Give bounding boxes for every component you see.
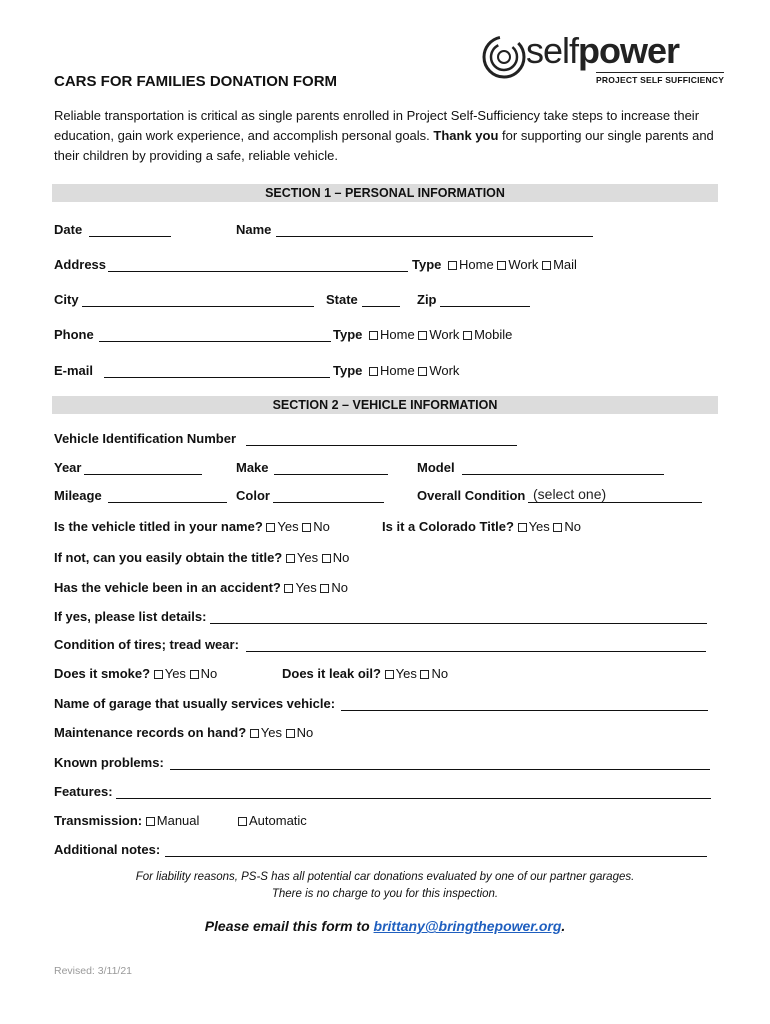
model-field[interactable] <box>462 474 664 475</box>
city-field[interactable] <box>82 306 314 307</box>
smoke-yes-checkbox[interactable] <box>154 670 163 679</box>
phone-mobile-checkbox[interactable] <box>463 331 472 340</box>
features-label: Features: <box>54 784 113 799</box>
intro-thank-you: Thank you <box>433 128 499 143</box>
transmission-label: Transmission: <box>54 813 143 828</box>
records-question <box>54 725 313 740</box>
color-label: Color <box>236 488 270 503</box>
automatic-checkbox[interactable] <box>238 817 247 826</box>
intro-text-2: for supporting our single parents and their children by providing a safe, reliable vehicle. <box>54 128 714 163</box>
address-work-label: Work <box>508 257 539 272</box>
email-type-label: Type <box>333 363 363 378</box>
color-field[interactable] <box>273 502 384 503</box>
email-work-checkbox[interactable] <box>418 367 427 376</box>
phone-type-label: Type <box>333 327 363 342</box>
liability-note-line2: There is no charge to you for this inspection. <box>271 888 499 900</box>
obtain-title-question <box>54 550 349 565</box>
obtain-no-label: No <box>332 550 350 565</box>
phone-mobile-label: Mobile <box>474 327 513 342</box>
colorado-no-label: No <box>564 519 582 534</box>
mileage-field[interactable] <box>108 502 227 503</box>
state-label: State <box>326 292 358 307</box>
email-label: E-mail <box>54 363 94 378</box>
email-field[interactable] <box>104 377 330 378</box>
email-work-label: Work <box>429 363 460 378</box>
colorado-yes-checkbox[interactable] <box>518 523 527 532</box>
accident-label: Has the vehicle been in an accident? <box>54 580 281 595</box>
obtain-no-checkbox[interactable] <box>322 554 331 563</box>
manual-checkbox[interactable] <box>146 817 155 826</box>
vin-label: Vehicle Identification Number <box>54 431 237 446</box>
titled-label: Is the vehicle titled in your name? <box>54 519 263 534</box>
accident-question <box>54 580 348 595</box>
smoke-label: Does it smoke? <box>54 666 151 681</box>
smoke-no-label: No <box>200 666 218 681</box>
features-field[interactable] <box>116 798 711 799</box>
obtain-yes-checkbox[interactable] <box>286 554 295 563</box>
titled-no-label: No <box>313 519 330 534</box>
email-home-checkbox[interactable] <box>369 367 378 376</box>
notes-label: Additional notes: <box>54 842 161 857</box>
transmission-question <box>54 813 199 828</box>
accident-yes-checkbox[interactable] <box>284 584 293 593</box>
name-field[interactable] <box>276 236 593 237</box>
vin-field[interactable] <box>246 445 517 446</box>
section2-heading: SECTION 2 – VEHICLE INFORMATION <box>52 396 718 414</box>
address-label: Address <box>54 257 107 272</box>
intro-text-1: Reliable transportation is critical as single parents enrolled in Project Self-Sufficiency take steps to increase their education, gain work experience, and accomplish personal goals. <box>54 108 700 143</box>
titled-yes-checkbox[interactable] <box>266 523 275 532</box>
zip-field[interactable] <box>440 306 530 307</box>
records-no-label: No <box>296 725 314 740</box>
details-field[interactable] <box>210 623 707 624</box>
phone-label: Phone <box>54 327 94 342</box>
smoke-no-checkbox[interactable] <box>190 670 199 679</box>
make-field[interactable] <box>274 474 388 475</box>
leak-no-label: No <box>431 666 449 681</box>
logo-mark-icon <box>482 32 526 82</box>
accident-no-label: No <box>331 580 348 595</box>
address-mail-checkbox[interactable] <box>542 261 551 270</box>
overall-condition-select[interactable] <box>528 502 702 503</box>
details-label: If yes, please list details: <box>54 609 207 624</box>
address-home-label: Home <box>459 257 494 272</box>
email-home-label: Home <box>380 363 415 378</box>
titled-no-checkbox[interactable] <box>302 523 311 532</box>
year-field[interactable] <box>84 474 202 475</box>
colorado-no-checkbox[interactable] <box>553 523 562 532</box>
colorado-yes-label: Yes <box>528 519 550 534</box>
obtain-yes-label: Yes <box>296 550 319 565</box>
form-title: CARS FOR FAMILIES DONATION FORM <box>54 73 338 90</box>
automatic-label: Automatic <box>249 813 307 828</box>
logo <box>482 30 725 90</box>
tires-field[interactable] <box>246 651 706 652</box>
records-no-checkbox[interactable] <box>286 729 295 738</box>
notes-field[interactable] <box>165 856 707 857</box>
smoke-question <box>54 666 217 681</box>
overall-condition-label: Overall Condition <box>417 488 526 503</box>
email-prompt <box>52 918 718 934</box>
email-type-group <box>333 363 459 378</box>
manual-label: Manual <box>156 813 200 828</box>
titled-question <box>54 519 330 534</box>
logo-word-bold: power <box>578 30 680 71</box>
accident-yes-label: Yes <box>295 580 317 595</box>
problems-field[interactable] <box>170 769 710 770</box>
garage-label: Name of garage that usually services vehicle: <box>54 696 336 711</box>
state-field[interactable] <box>362 306 400 307</box>
phone-type-group <box>333 327 512 342</box>
intro-paragraph <box>54 106 714 166</box>
email-link[interactable]: brittany@bringthepower.org <box>373 918 562 934</box>
obtain-title-label: If not, can you easily obtain the title? <box>54 550 283 565</box>
phone-work-label: Work <box>429 327 460 342</box>
model-label: Model <box>417 460 455 475</box>
problems-label: Known problems: <box>54 755 164 770</box>
phone-field[interactable] <box>99 341 331 342</box>
mileage-label: Mileage <box>54 488 102 503</box>
revised-date: Revised: 3/11/21 <box>54 965 133 977</box>
name-label: Name <box>236 222 272 237</box>
logo-word-light: self <box>526 30 579 71</box>
phone-home-label: Home <box>380 327 415 342</box>
leak-question <box>282 666 448 681</box>
leak-yes-label: Yes <box>395 666 417 681</box>
address-home-checkbox[interactable] <box>448 261 457 270</box>
garage-field[interactable] <box>341 710 708 711</box>
make-label: Make <box>236 460 269 475</box>
address-field[interactable] <box>108 271 408 272</box>
phone-work-checkbox[interactable] <box>418 331 427 340</box>
records-yes-checkbox[interactable] <box>250 729 259 738</box>
records-label: Maintenance records on hand? <box>54 725 247 740</box>
phone-home-checkbox[interactable] <box>369 331 378 340</box>
colorado-question <box>382 519 581 534</box>
address-type-label: Type <box>412 257 442 272</box>
leak-yes-checkbox[interactable] <box>385 670 394 679</box>
leak-no-checkbox[interactable] <box>420 670 429 679</box>
logo-tagline: PROJECT SELF SUFFICIENCY <box>596 72 724 85</box>
titled-yes-label: Yes <box>277 519 299 534</box>
city-label: City <box>54 292 79 307</box>
section1-heading: SECTION 1 – PERSONAL INFORMATION <box>52 184 718 202</box>
colorado-label: Is it a Colorado Title? <box>382 519 514 534</box>
year-label: Year <box>54 460 82 475</box>
address-type-group <box>412 257 577 272</box>
accident-no-checkbox[interactable] <box>320 584 329 593</box>
smoke-yes-label: Yes <box>164 666 186 681</box>
tires-label: Condition of tires; tread wear: <box>54 637 239 652</box>
liability-note-line1: For liability reasons, PS-S has all potential car donations evaluated by one of our partner garages. <box>135 871 635 883</box>
overall-condition-value: (select one) <box>533 486 607 502</box>
leak-label: Does it leak oil? <box>282 666 381 681</box>
automatic-option <box>238 813 307 828</box>
email-period: . <box>561 918 566 934</box>
email-prompt-text: Please email this form to <box>204 918 374 934</box>
address-mail-label: Mail <box>553 257 577 272</box>
date-label: Date <box>54 222 83 237</box>
records-yes-label: Yes <box>260 725 282 740</box>
address-work-checkbox[interactable] <box>497 261 506 270</box>
date-field[interactable] <box>89 236 171 237</box>
zip-label: Zip <box>417 292 437 307</box>
